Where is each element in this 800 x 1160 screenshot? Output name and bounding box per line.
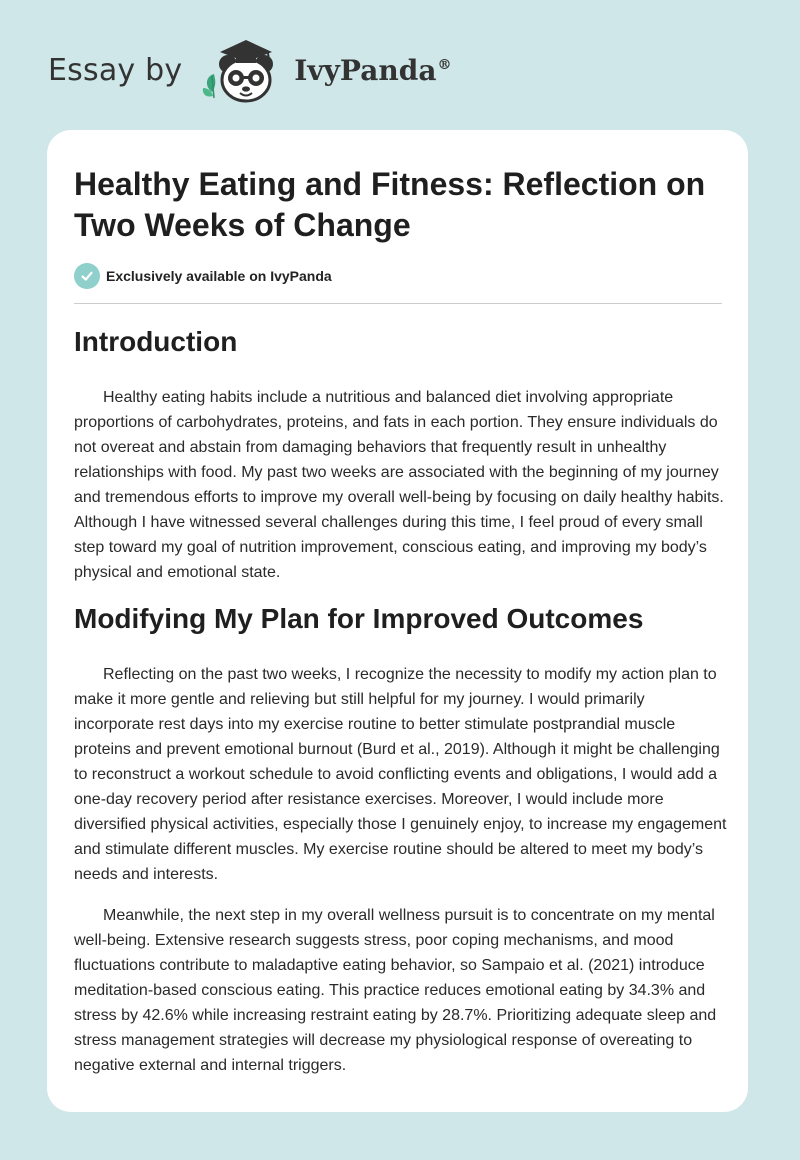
- section-heading-modifying-plan: Modifying My Plan for Improved Outcomes: [74, 603, 644, 634]
- paragraph: Meanwhile, the next step in my overall wellness pursuit is to concentrate on my mental well-being. Extensive research suggests stress, poor coping mechanisms, and mood fluctuations contribute to maladaptive eating behavior, so Sampaio et al. (2021) introduce meditation-based conscious eating. This practice reduces emotional eating by 34.3% and stress by 42.6% while increasing restraint eating by 28.7%. Prioritizing adequate sleep and stress management strategies will decrease my physiological response of overeating to negative external and internal triggers.: [74, 907, 717, 1074]
- site-header: [48, 30, 451, 110]
- divider: [74, 303, 722, 304]
- exclusive-label: Exclusively available on IvyPanda: [106, 268, 332, 284]
- article-card: [47, 130, 748, 1112]
- exclusive-badge: [74, 263, 332, 289]
- paragraph: Healthy eating habits include a nutritious and balanced diet involving appropriate proportions of carbohydrates, proteins, and fats in each portion. They ensure individuals do not overeat and abstain from damaging behaviors that frequently result in unhealthy relationships with food. My past two weeks are associated with the beginning of my journey and tremendous efforts to improve my overall well-being by focusing on daily healthy habits. Although I have witnessed several challenges during this time, I feel proud of every small step toward my goal of nutrition improvement, conscious eating, and improving my body’s physical and emotional state.: [74, 389, 724, 581]
- brand-name: IvyPanda®: [294, 53, 452, 87]
- essay-by-label: Essay by: [48, 52, 183, 88]
- section-heading-introduction: Introduction: [74, 326, 238, 357]
- checkmark-icon: [74, 263, 100, 289]
- registered-mark: ®: [437, 57, 452, 74]
- page-title: Healthy Eating and Fitness: Reflection on Two Weeks of Change: [74, 166, 706, 243]
- paragraph: Reflecting on the past two weeks, I recognize the necessity to modify my action plan to make it more gentle and relieving but still helpful for my journey. I would primarily incorporate rest days into my exercise routine to better stimulate postprandial muscle proteins and prevent emotional burnout (Burd et al., 2019). Although it might be challenging to reconstruct a workout schedule to avoid conflicting events and obligations, I would add a one-day recovery period after resistance exercises. Moreover, I would include more diversified physical activities, especially those I genuinely enjoy, to increase my engagement and stimulate different muscles. My exercise routine should be altered to meet my body’s needs and interests.: [74, 666, 727, 883]
- panda-logo-icon: [198, 34, 290, 106]
